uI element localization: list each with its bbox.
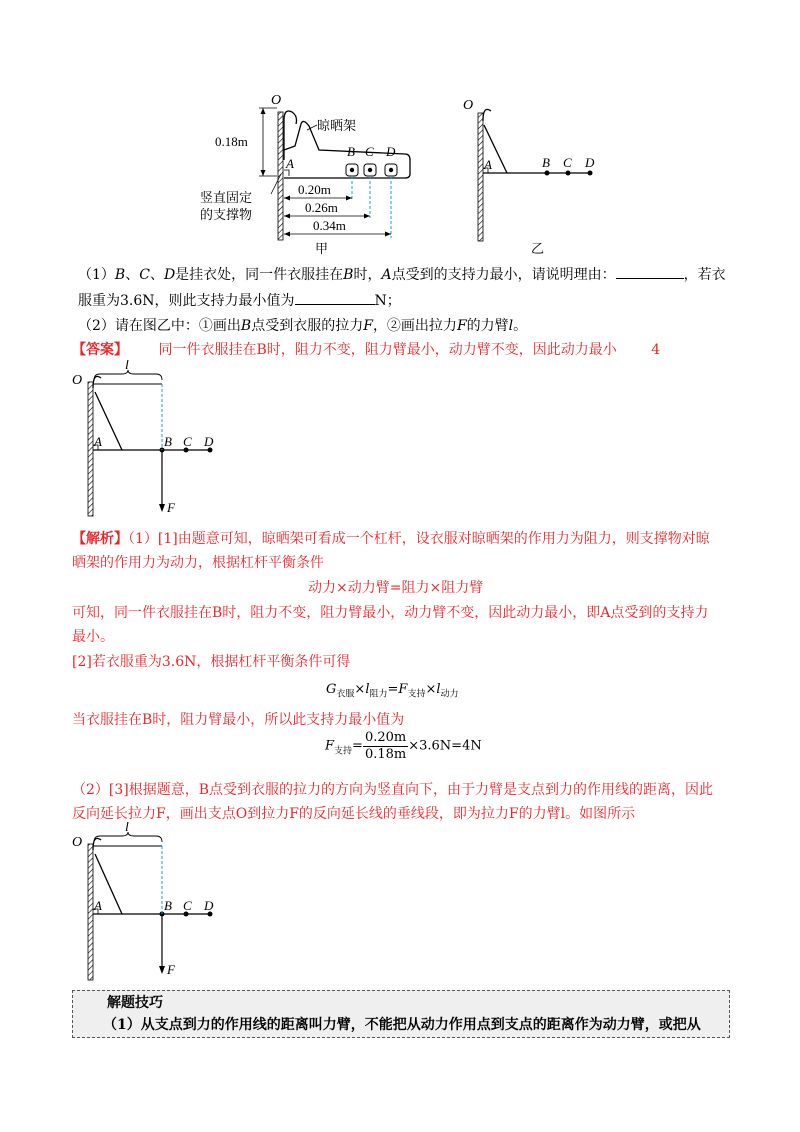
yi-support-wall: [478, 113, 483, 241]
jia-label-dist-b: 0.20m: [298, 182, 331, 197]
ans-label-F: F: [167, 500, 175, 515]
analysis-formula-1: 动力×动力臂=阻力×阻力臂: [308, 580, 484, 596]
yi-label-D: D: [585, 155, 595, 170]
ans-label-A: A: [94, 434, 102, 449]
question-1-line-1: （1）B、C、D是挂衣处，同一件衣服挂在B时，A点受到的支持力最小，请说明理由： ，若衣: [78, 264, 726, 285]
yi-caption: 乙: [531, 241, 545, 256]
jia-dimension-guides: [352, 176, 391, 238]
jia-hook: [284, 111, 297, 160]
jia-label-O: O: [271, 93, 282, 108]
jia-support-wall: [278, 112, 283, 240]
jia-label-rack: 晾晒架: [317, 118, 357, 133]
jia-caption: 甲: [315, 241, 329, 256]
jia-label-A: A: [286, 156, 294, 171]
ans-label-D: D: [204, 434, 214, 449]
tips-line-1: （1）从支点到力的作用线的距离叫力臂，不能把从动力作用点到支点的距离作为动力臂，或把从: [103, 1017, 701, 1033]
analysis-p1-line-1: 【解析】（1）[1]由题意可知，晾晒架可看成一个杠杆，设衣服对晾晒架的作用力为阻力，则支撑物对晾: [72, 531, 710, 547]
ana-label-O: O: [72, 835, 83, 850]
ana-label-B: B: [164, 898, 172, 913]
answer-figure: [66, 360, 236, 520]
answer-blank-2: [295, 290, 375, 305]
yi-hook: [483, 109, 491, 121]
ana-label-l: l: [125, 822, 129, 835]
ans-label-l: l: [125, 360, 129, 373]
jia-label-D: D: [386, 144, 396, 159]
answer-blank-1: [616, 264, 684, 279]
answer-value: 4: [651, 342, 661, 358]
analysis-tag: 【解析】: [72, 531, 128, 547]
jia-label-support-1: 竖直固定: [200, 190, 253, 205]
analysis-p2-line-1: [2]若衣服重为3.6N，根据杠杆平衡条件可得: [72, 654, 351, 670]
jia-label-C: C: [365, 144, 374, 159]
answer-line: [72, 340, 660, 360]
jia-label-height: 0.18m: [215, 134, 248, 149]
question-2: （2）请在图乙中：①画出B点受到衣服的拉力F，②画出拉力F的力臂l。: [78, 318, 528, 334]
ans-label-C: C: [183, 434, 192, 449]
jia-label-dist-c: 0.26m: [305, 200, 338, 215]
jia-hang-holes: [346, 164, 397, 176]
tips-box: [72, 990, 730, 1038]
ana-label-F: F: [167, 962, 175, 977]
question-1-line-2: 服重为3.6N，则此支持力最小值为 N；: [78, 290, 401, 311]
analysis-p3-line-2: 反向延长拉力F，画出支点O到拉力F的反向延长线的垂线段，即为拉力F的力臂l。如图所示: [72, 806, 636, 822]
analysis-formula-3: $F_{支持}=$ $\frac{0.20m}{0.18m}$ ×3.6N=4N: [325, 730, 482, 762]
answer-text: 同一件衣服挂在B时，阻力不变，阻力臂最小，动力臂不变，因此动力最小: [158, 342, 617, 358]
figure-yi: [455, 95, 615, 260]
answer-tag: 【答案】: [72, 342, 128, 358]
yi-label-O: O: [463, 98, 474, 113]
analysis-p3-line-1: （2）[3]根据题意，B点受到衣服的拉力的方向为竖直向下，由于力臂是支点到力的作用线的距离，因此: [72, 782, 714, 798]
figure-jia: [195, 90, 425, 260]
jia-label-support-2: 的支撑物: [200, 207, 253, 222]
tips-title: 解题技巧: [107, 995, 163, 1011]
analysis-figure: [66, 822, 236, 984]
analysis-p1-line-3: 可知，同一件衣服挂在B时，阻力不变，阻力臂最小，动力臂不变，因此动力最小，即A点受到的支持力: [72, 605, 709, 621]
ana-label-D: D: [204, 898, 214, 913]
analysis-p1-line-4: 最小。: [72, 629, 114, 645]
analysis-p2-line-2: 当衣服挂在B时，阻力臂最小，所以此支持力最小值为: [72, 712, 405, 728]
yi-label-C: C: [563, 155, 572, 170]
ans-label-B: B: [164, 434, 172, 449]
ana-label-C: C: [183, 898, 192, 913]
ana-label-A: A: [94, 898, 102, 913]
yi-label-A: A: [484, 157, 492, 172]
analysis-formula-2: $G_{衣服}\times l_{阻力}=F_{支持}\times l_{动力}$: [326, 682, 459, 700]
jia-label-dist-d: 0.34m: [313, 218, 346, 233]
ans-label-O: O: [72, 373, 83, 388]
jia-label-B: B: [347, 144, 355, 159]
analysis-p1-line-2: 晒架的作用力为动力，根据杠杆平衡条件: [72, 555, 324, 571]
yi-label-B: B: [542, 155, 550, 170]
